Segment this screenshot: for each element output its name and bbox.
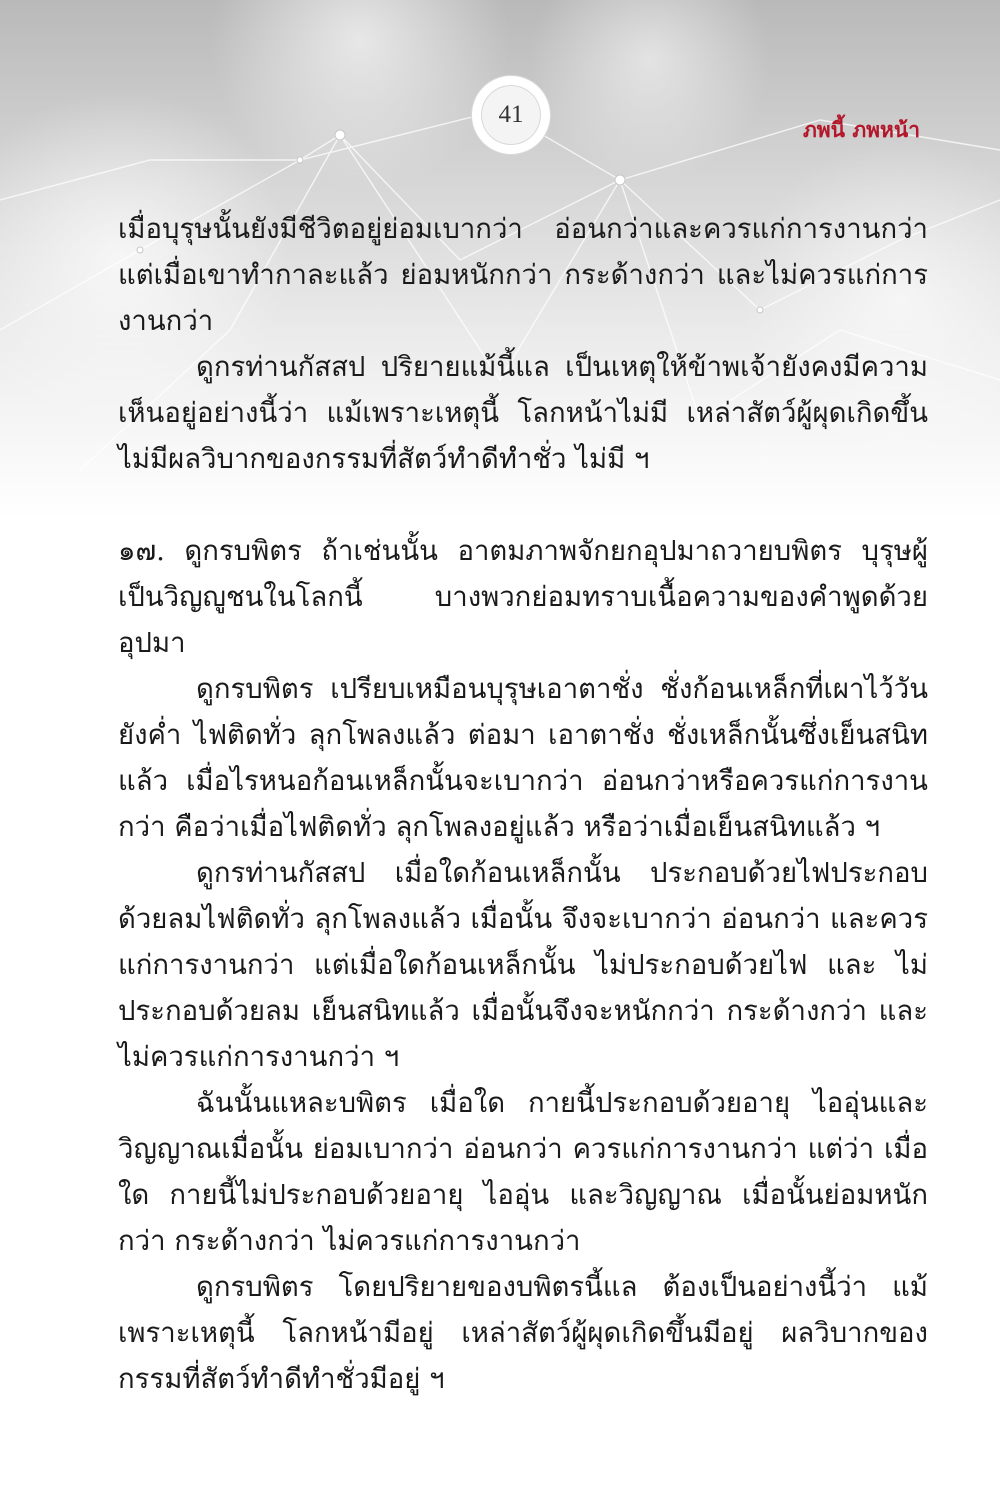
running-title: ภพนี้ ภพหน้า <box>802 117 920 142</box>
paragraph-2: ดูกรท่านกัสสป ปริยายแม้นี้แล เป็นเหตุให้ข้าพเจ้ายังคงมีความเห็นอยู่อย่างนี้ว่า แม้เพราะเหตุนี้ โลกหน้าไม่มี เหล่าสัตว์ผู้ผุดเกิดขึ้นไม่มีผลวิบากของกรรมที่สัตว์ทำดีทำชั่ว ไม่มี ฯ <box>118 351 928 475</box>
paragraph-5: ดูกรท่านกัสสป เมื่อใดก้อนเหล็กนั้น ประกอบด้วยไฟประกอบด้วยลมไฟติดทั่ว ลุกโพลงแล้ว เมื่อนั้น จึงจะเบากว่า อ่อนกว่า และควรแก่การงานกว่า แต่เมื่อใดก้อนเหล็กนั้น ไม่ประกอบด้วยไฟ และ ไม่ประกอบด้วยลม เย็นสนิทแล้ว เมื่อนั้นจึงจะหนักกว่า กระด้างกว่า และ ไม่ควรแก่การงานกว่า ฯ <box>118 857 928 1073</box>
page-number-badge <box>472 76 550 154</box>
paragraph-7: ดูกรบพิตร โดยปริยายของบพิตรนี้แล ต้องเป็นอย่างนี้ว่า แม้เพราะเหตุนี้ โลกหน้ามีอยู่ เหล่าสัตว์ผู้ผุดเกิดขึ้นมีอยู่ ผลวิบากของกรรมที่สัตว์ทำดีทำชั่วมีอยู่ ฯ <box>118 1271 928 1395</box>
paragraph-1: เมื่อบุรุษนั้นยังมีชีวิตอยู่ย่อมเบากว่า อ่อนกว่าและควรแก่การงานกว่า แต่เมื่อเขาทำกาละแล้ว ย่อมหนักกว่า กระด้างกว่า และไม่ควรแก่การงานกว่า <box>118 213 928 337</box>
paragraph-4: ดูกรบพิตร เปรียบเหมือนบุรุษเอาตาชั่ง ชั่งก้อนเหล็กที่เผาไว้วันยังค่ำ ไฟติดทั่ว ลุกโพลงแล้ว ต่อมา เอาตาชั่ง ชั่งเหล็กนั้นซึ่งเย็นสนิทแล้ว เมื่อไรหนอก้อนเหล็กนั้นจะเบากว่า อ่อนกว่าหรือควรแก่การงานกว่า คือว่าเมื่อไฟติดทั่ว ลุกโพลงอยู่แล้ว หรือว่าเมื่อเย็นสนิทแล้ว ฯ <box>118 673 928 843</box>
paragraph-3: ๑๗. ดูกรบพิตร ถ้าเช่นนั้น อาตมภาพจักยกอุปมาถวายบพิตร บุรุษผู้เป็นวิญญูชนในโลกนี้ บางพวกย่อมทราบเนื้อความของคำพูดด้วยอุปมา <box>118 535 928 659</box>
page-number: 41 <box>498 101 524 128</box>
page-body <box>118 206 928 1402</box>
paragraph-6: ฉันนั้นแหละบพิตร เมื่อใด กายนี้ประกอบด้วยอายุ ไออุ่นและวิญญาณเมื่อนั้น ย่อมเบากว่า อ่อนกว่า ควรแก่การงานกว่า แต่ว่า เมื่อใด กายนี้ไม่ประกอบด้วยอายุ ไออุ่น และวิญญาณ เมื่อนั้นย่อมหนักกว่า กระด้างกว่า ไม่ควรแก่การงานกว่า <box>118 1087 928 1257</box>
section-gap <box>118 482 928 528</box>
